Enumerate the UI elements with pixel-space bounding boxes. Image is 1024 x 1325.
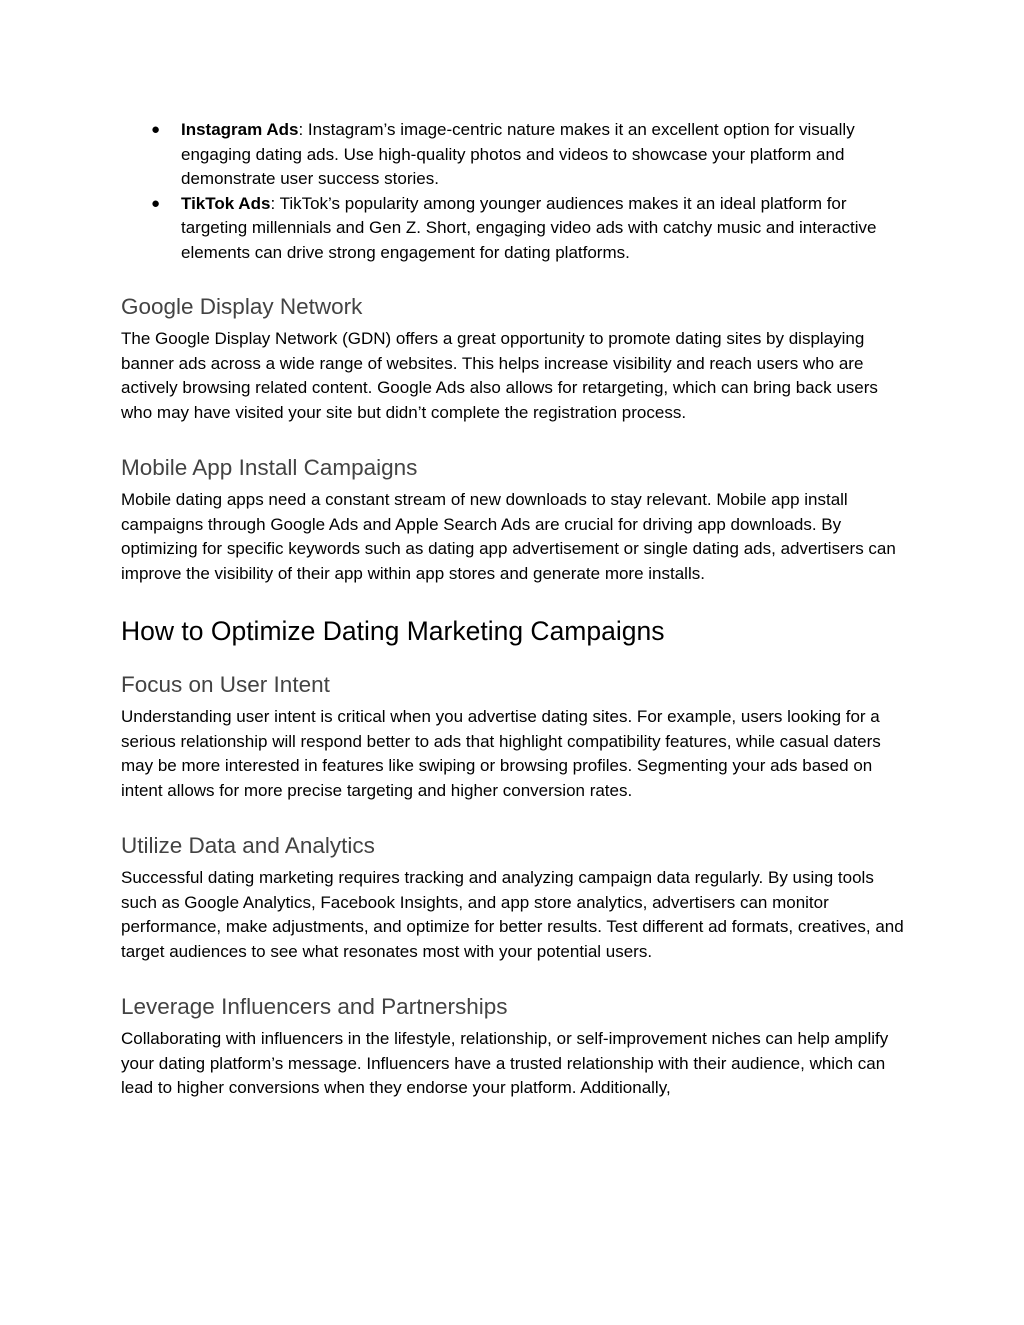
section-body-influencers: Collaborating with influencers in the lifestyle, relationship, or self-improvement niches can help amplify your dating platform’s message. Influencers have a trusted relationship with their audience, which can lead to higher conversions when they endorse your platform. Additionally, bbox=[121, 1029, 889, 1097]
section-heading-mobile: Mobile App Install Campaigns bbox=[121, 455, 418, 480]
section-heading-gdn: Google Display Network bbox=[121, 294, 363, 319]
bullet-icon: ● bbox=[151, 121, 161, 138]
list-item bbox=[121, 192, 911, 266]
bullet-term: TikTok Ads bbox=[181, 193, 271, 213]
list-item bbox=[121, 118, 911, 192]
document-page bbox=[121, 118, 911, 1101]
bullet-text: : Instagram’s image-centric nature makes it an excellent option for visually engaging dating ads. Use high-quality photos and videos to showcase your platform and demonstrate user success stories. bbox=[181, 120, 855, 188]
section-body-data: Successful dating marketing requires tracking and analyzing campaign data regularly. By using tools such as Google Analytics, Facebook Insights, and app store analytics, advertisers can monitor performance, make adjustments, and optimize for better results. Test different ad formats, creatives, and target audiences to see what resonates most with your potential users. bbox=[121, 868, 904, 961]
section-heading-intent: Focus on User Intent bbox=[121, 672, 330, 697]
section-heading-data: Utilize Data and Analytics bbox=[121, 833, 375, 858]
bullet-text: : TikTok’s popularity among younger audiences makes it an ideal platform for targeting millennials and Gen Z. Short, engaging video ads with catchy music and interactive elements can drive strong engagement for dating platforms. bbox=[181, 193, 877, 262]
section-body-mobile: Mobile dating apps need a constant stream of new downloads to stay relevant. Mobile app install campaigns through Google Ads and Apple Search Ads are crucial for driving app downloads. By optimizing for specific keywords such as dating app advertisement or single dating ads, advertisers can improve the visibility of their app within app stores and generate more installs. bbox=[121, 490, 896, 583]
section-heading-influencers: Leverage Influencers and Partnerships bbox=[121, 994, 508, 1019]
bullet-term: Instagram Ads bbox=[181, 120, 299, 139]
section-heading-optimize: How to Optimize Dating Marketing Campaigns bbox=[121, 616, 665, 646]
section-body-intent: Understanding user intent is critical when you advertise dating sites. For example, users looking for a serious relationship will respond better to ads that highlight compatibility features, while casual daters may be more interested in features like swiping or browsing profiles. Segmenting your ads based on intent allows for more precise targeting and higher conversion rates. bbox=[121, 707, 881, 800]
ad-platform-list bbox=[121, 118, 911, 265]
bullet-icon: ● bbox=[151, 194, 161, 212]
section-body-gdn: The Google Display Network (GDN) offers a great opportunity to promote dating sites by displaying banner ads across a wide range of websites. This helps increase visibility and reach users who are actively browsing related content. Google Ads also allows for retargeting, which can bring back users who may have visited your site but didn’t complete the registration process. bbox=[121, 329, 878, 422]
